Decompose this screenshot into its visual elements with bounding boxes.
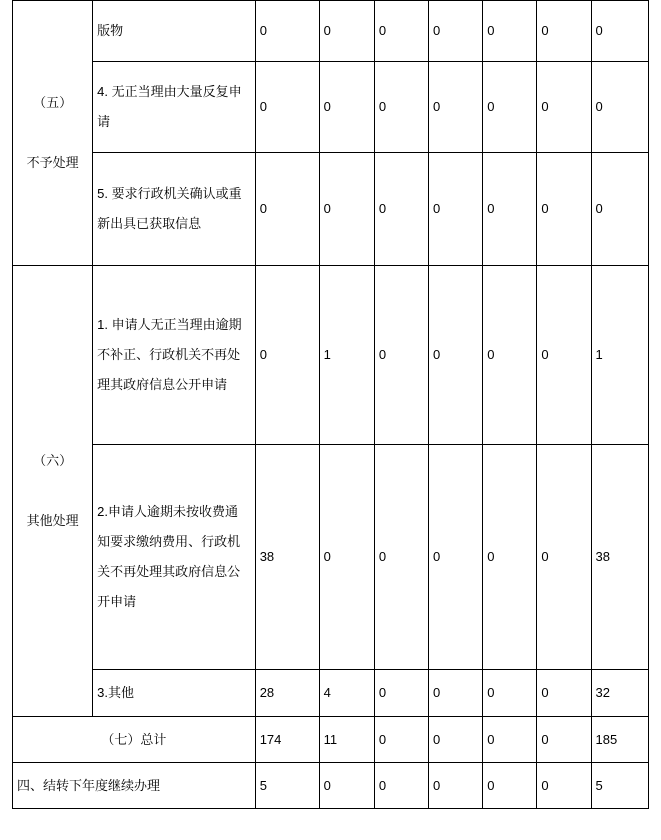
row-value-total: 38 — [591, 445, 648, 669]
row-value-total: 185 — [591, 717, 648, 763]
table-row — [13, 669, 649, 716]
row-value-total: 0 — [591, 62, 648, 153]
row-value-1: 28 — [255, 669, 319, 716]
row-category-cell: 四、结转下年度继续办理 — [13, 763, 256, 809]
row-value-1: 5 — [255, 763, 319, 809]
row-value-4: 0 — [429, 266, 483, 445]
table-row-carryover — [13, 763, 649, 809]
row-value-6: 0 — [537, 153, 591, 266]
row-value-3: 0 — [374, 717, 428, 763]
row-category-cell — [13, 266, 93, 717]
row-item-label: 4. 无正当理由大量反复申请 — [93, 62, 256, 153]
row-value-2: 0 — [319, 153, 374, 266]
row-value-total: 0 — [591, 153, 648, 266]
row-value-1: 0 — [255, 266, 319, 445]
row-value-1: 174 — [255, 717, 319, 763]
row-value-2: 1 — [319, 266, 374, 445]
row-item-label: 5. 要求行政机关确认或重新出具已获取信息 — [93, 153, 256, 266]
table-row — [13, 62, 649, 153]
row-value-1: 0 — [255, 62, 319, 153]
row-value-5: 0 — [483, 669, 537, 716]
row-value-2: 0 — [319, 62, 374, 153]
row-value-3: 0 — [374, 1, 428, 62]
category-label-2: 其他处理 — [26, 513, 79, 528]
row-value-4: 0 — [429, 1, 483, 62]
row-value-5: 0 — [483, 763, 537, 809]
row-value-2: 4 — [319, 669, 374, 716]
row-value-2: 11 — [319, 717, 374, 763]
category-label-1: （五） — [33, 95, 73, 110]
row-value-4: 0 — [429, 763, 483, 809]
category-label-2: 不予处理 — [26, 155, 79, 170]
row-value-3: 0 — [374, 266, 428, 445]
row-value-1: 0 — [255, 153, 319, 266]
row-value-6: 0 — [537, 669, 591, 716]
table-row — [13, 266, 649, 445]
row-value-3: 0 — [374, 445, 428, 669]
row-value-5: 0 — [483, 266, 537, 445]
row-value-6: 0 — [537, 717, 591, 763]
row-value-4: 0 — [429, 153, 483, 266]
row-value-4: 0 — [429, 717, 483, 763]
row-category-cell: （七）总计 — [13, 717, 256, 763]
row-item-label: 1. 申请人无正当理由逾期不补正、行政机关不再处理其政府信息公开申请 — [93, 266, 256, 445]
category-label-1: （六） — [33, 453, 73, 468]
row-value-3: 0 — [374, 763, 428, 809]
table-row-total — [13, 717, 649, 763]
table-row — [13, 1, 649, 62]
row-value-2: 0 — [319, 1, 374, 62]
row-value-5: 0 — [483, 153, 537, 266]
row-value-total: 32 — [591, 669, 648, 716]
row-value-6: 0 — [537, 266, 591, 445]
row-value-5: 0 — [483, 1, 537, 62]
row-value-1: 0 — [255, 1, 319, 62]
row-value-total: 5 — [591, 763, 648, 809]
row-value-5: 0 — [483, 717, 537, 763]
table-row — [13, 153, 649, 266]
row-value-3: 0 — [374, 153, 428, 266]
row-value-4: 0 — [429, 445, 483, 669]
row-value-2: 0 — [319, 445, 374, 669]
row-item-label: 2.申请人逾期未按收费通知要求缴纳费用、行政机关不再处理其政府信息公开申请 — [93, 445, 256, 669]
row-value-4: 0 — [429, 669, 483, 716]
row-value-total: 1 — [591, 266, 648, 445]
row-value-4: 0 — [429, 62, 483, 153]
row-value-6: 0 — [537, 62, 591, 153]
row-category-cell — [13, 1, 93, 266]
row-item-label: 3.其他 — [93, 669, 256, 716]
row-value-total: 0 — [591, 1, 648, 62]
row-value-6: 0 — [537, 1, 591, 62]
table-row — [13, 445, 649, 669]
row-value-1: 38 — [255, 445, 319, 669]
row-value-2: 0 — [319, 763, 374, 809]
row-value-3: 0 — [374, 62, 428, 153]
government-info-disclosure-table — [12, 0, 649, 809]
row-value-5: 0 — [483, 445, 537, 669]
row-value-3: 0 — [374, 669, 428, 716]
row-value-5: 0 — [483, 62, 537, 153]
row-value-6: 0 — [537, 445, 591, 669]
row-item-label: 版物 — [93, 1, 256, 62]
row-value-6: 0 — [537, 763, 591, 809]
